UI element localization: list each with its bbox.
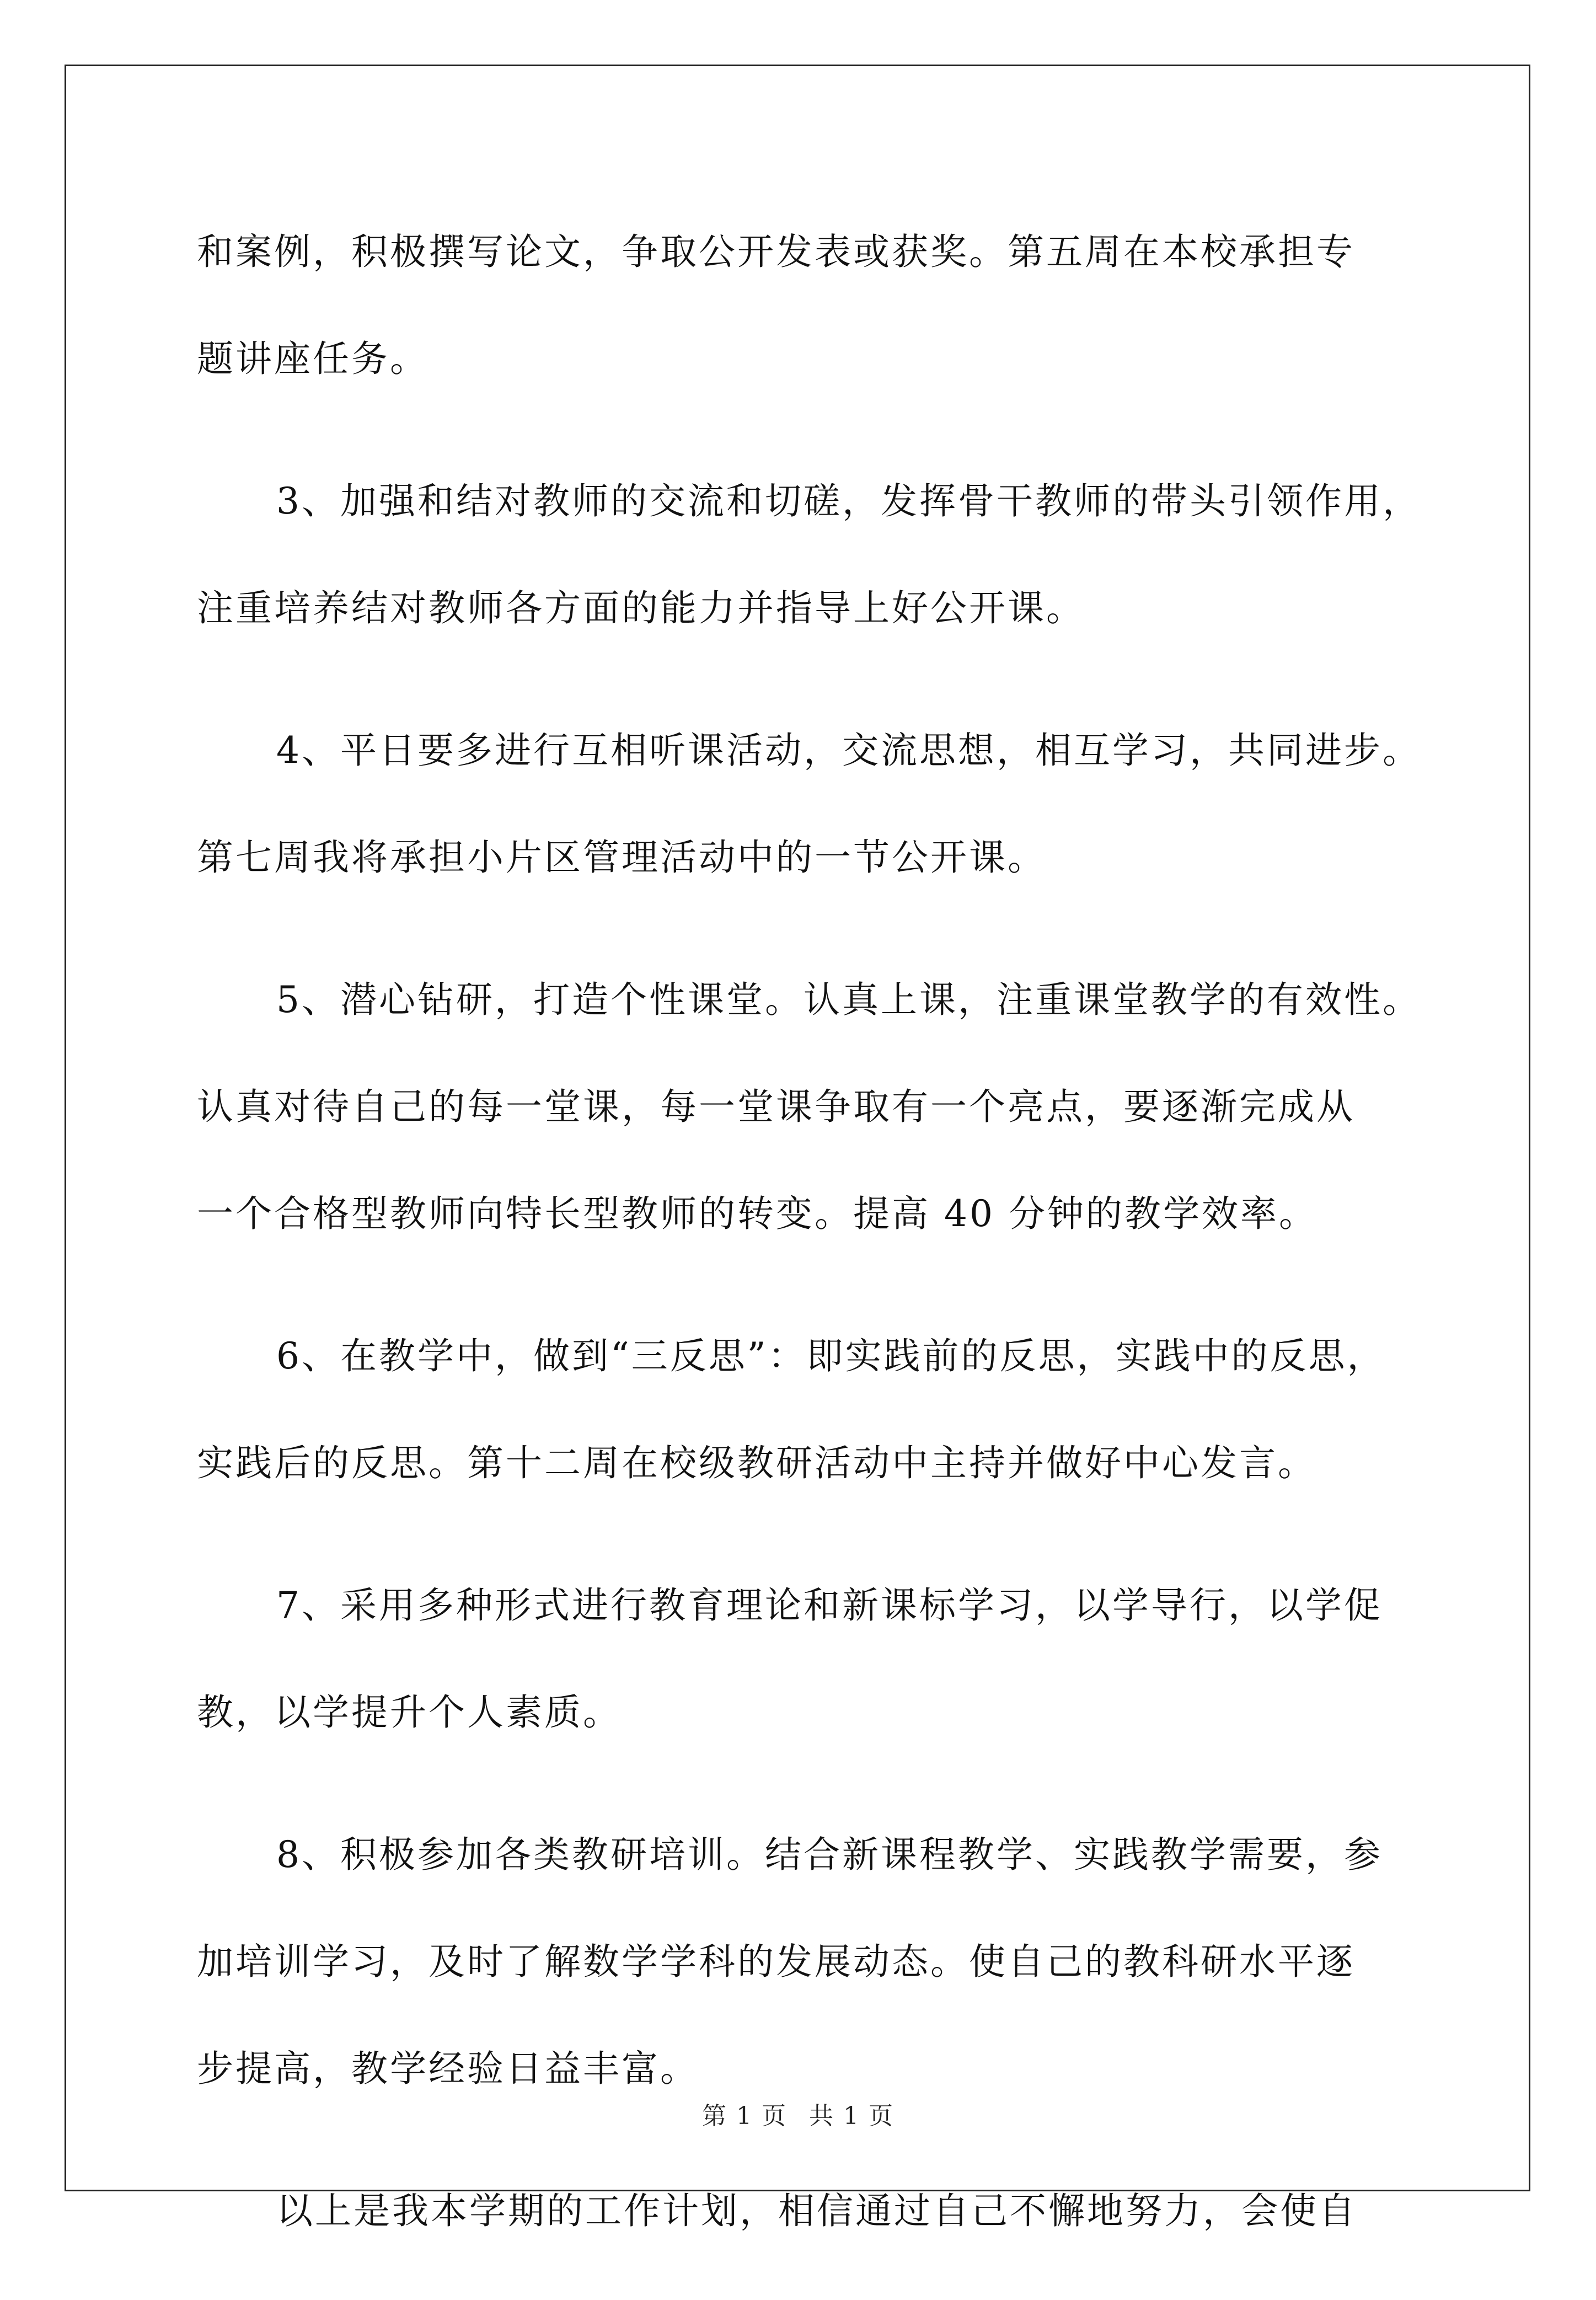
- paragraph: [197, 697, 1421, 911]
- paragraph: [197, 448, 1421, 662]
- text-line: 和案例，积极撰写论文，争取公开发表或获奖。第五周在本校承担专: [197, 231, 1355, 273]
- text-line: 步提高，教学经验日益丰富。: [197, 2047, 699, 2090]
- page-footer: [0, 2096, 1596, 2131]
- paragraph: [197, 1801, 1416, 2122]
- text-line: 7、采用多种形式进行教育理论和新课标学习，以学导行，以学促: [276, 1584, 1383, 1627]
- text-line: 注重培养结对教师各方面的能力并指导上好公开课。: [197, 587, 1085, 629]
- text-line: 3、加强和结对教师的交流和切磋，发挥骨干教师的带头引领作用，: [276, 480, 1421, 522]
- text-line: 实践后的反思。第十二周在校级教研活动中主持并做好中心发言。: [197, 1442, 1316, 1484]
- page-number: 第 1 页: [702, 2102, 787, 2130]
- text-line: 教，以学提升个人素质。: [197, 1691, 622, 1734]
- paragraph: [197, 199, 1416, 413]
- text-line: 以上是我本学期的工作计划，相信通过自己不懈地努力，会使自: [276, 2190, 1357, 2232]
- text-line: 第七周我将承担小片区管理活动中的一节公开课。: [197, 836, 1046, 879]
- paragraph: [197, 1303, 1416, 1517]
- paragraph: [197, 1552, 1416, 1766]
- page-total: 共 1 页: [809, 2102, 894, 2130]
- paragraph: [197, 946, 1421, 1267]
- text-line: 认真对待自己的每一堂课，每一堂课争取有一个亮点，要逐渐完成从: [197, 1085, 1355, 1128]
- text-line: 8、积极参加各类教研培训。结合新课程教学、实践教学需要，参: [276, 1833, 1383, 1876]
- text-line: 一个合格型教师向特长型教师的转变。提高 40 分钟的教学效率。: [197, 1192, 1317, 1235]
- text-line: 题讲座任务。: [197, 338, 429, 380]
- text-line: 6、在教学中，做到“三反思”：即实践前的反思，实践中的反思，: [276, 1335, 1386, 1377]
- text-line: 5、潜心钻研，打造个性课堂。认真上课，注重课堂教学的有效性。: [276, 978, 1421, 1021]
- text-line: 加培训学习，及时了解数学学科的发展动态。使自己的教科研水平逐: [197, 1940, 1355, 1983]
- document-body: [197, 199, 1421, 2300]
- paragraph: [197, 2158, 1416, 2265]
- text-line: 4、平日要多进行互相听课活动，交流思想，相互学习，共同进步。: [276, 729, 1421, 772]
